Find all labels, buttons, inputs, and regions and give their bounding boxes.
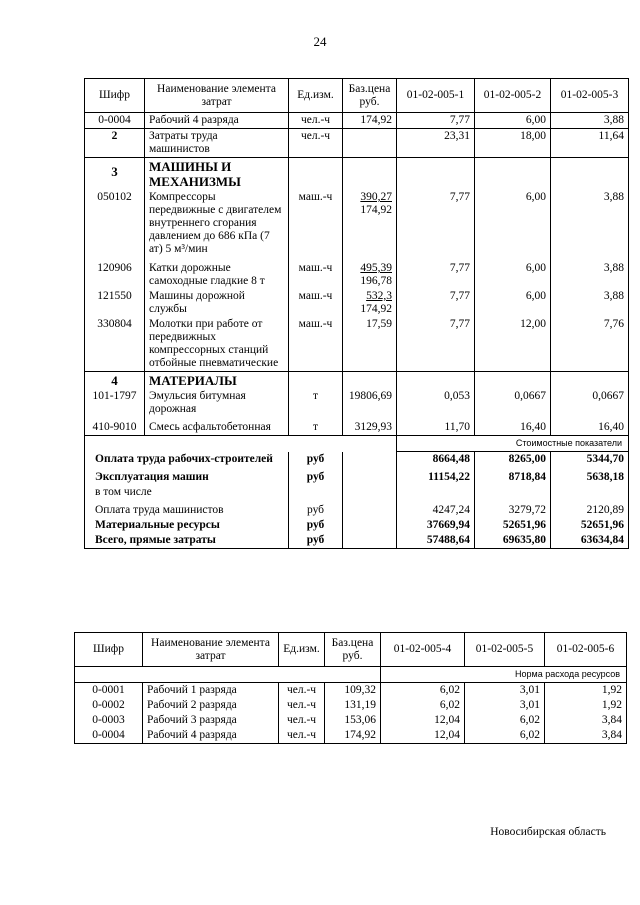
row-name: Машины дорожной службы (145, 289, 289, 317)
row-value-1: 6,02 (381, 698, 465, 713)
row-code: 121550 (85, 289, 145, 317)
table-row (85, 389, 629, 417)
header-col-5: 01-02-005-5 (465, 633, 545, 667)
row-value-1: 7,77 (397, 317, 475, 372)
price-machine: 532,3 (366, 290, 392, 302)
summary-value-1: 11154,22 (397, 467, 475, 485)
summary-value-1: 4247,24 (397, 500, 475, 518)
row-value-2: 6,00 (475, 190, 551, 261)
row-value-3: 3,88 (551, 113, 629, 129)
summary-value-2: 69635,80 (475, 533, 551, 549)
row-value-1: 7,77 (397, 261, 475, 289)
table-row (85, 129, 629, 158)
summary-label: Оплата труда рабочих-строителей (85, 452, 289, 468)
row-unit: чел.-ч (279, 728, 325, 744)
row-price (343, 289, 397, 317)
page-number: 24 (313, 34, 327, 49)
row-value-2: 3,01 (465, 698, 545, 713)
summary-value-1: 37669,94 (397, 518, 475, 533)
table-row (75, 713, 627, 728)
summary-row (85, 533, 629, 549)
row-code: 330804 (85, 317, 145, 372)
header-unit: Ед.изм. (279, 633, 325, 667)
header-col-3: 01-02-005-3 (551, 79, 629, 113)
row-value-3: 11,64 (551, 129, 629, 158)
row-name: Затраты труда машинистов (145, 129, 289, 158)
summary-unit: руб (289, 518, 343, 533)
row-value-2: 6,02 (465, 728, 545, 744)
row-value-1: 7,77 (397, 289, 475, 317)
summary-value-3: 5344,70 (551, 452, 629, 468)
row-value-3: 1,92 (545, 683, 627, 699)
summary-value-2: 8718,84 (475, 467, 551, 485)
row-price (343, 190, 397, 261)
summary-unit: руб (289, 452, 343, 468)
row-name: Компрессоры передвижные с двигателем внутреннего сгорания давлением до 686 кПа (7 ат) 5 м³/мин (145, 190, 289, 261)
cost-indicators-note-row (85, 436, 629, 452)
row-value-1: 6,02 (381, 683, 465, 699)
row-value-3: 16,40 (551, 417, 629, 436)
summary-value-3: 2120,89 (551, 500, 629, 518)
row-value-3: 3,84 (545, 713, 627, 728)
resource-norm-note: Норма расхода ресурсов (381, 667, 627, 683)
summary-value-1: 8664,48 (397, 452, 475, 468)
price-operator: 196,78 (360, 275, 392, 287)
header-col-2: 01-02-005-2 (475, 79, 551, 113)
summary-label: в том числе (85, 485, 289, 500)
header-code: Шифр (75, 633, 143, 667)
summary-value-3: 63634,84 (551, 533, 629, 549)
row-price (343, 261, 397, 289)
row-name: Рабочий 2 разряда (143, 698, 279, 713)
price-machine: 495,39 (360, 262, 392, 274)
header-name: Наименование элемента затрат (145, 79, 289, 113)
summary-row (85, 485, 629, 500)
resource-norm-note-row (75, 667, 627, 683)
row-value-3: 1,92 (545, 698, 627, 713)
row-name: Рабочий 3 разряда (143, 713, 279, 728)
section-row (85, 158, 629, 191)
row-unit: чел.-ч (279, 683, 325, 699)
row-value-3: 7,76 (551, 317, 629, 372)
row-value-2: 18,00 (475, 129, 551, 158)
row-code: 0-0001 (75, 683, 143, 699)
summary-value-3: 5638,18 (551, 467, 629, 485)
row-name: Рабочий 4 разряда (145, 113, 289, 129)
row-value-3: 3,84 (545, 728, 627, 744)
row-value-2: 12,00 (475, 317, 551, 372)
row-unit: т (289, 417, 343, 436)
row-price: 3129,93 (343, 417, 397, 436)
row-price: 174,92 (343, 113, 397, 129)
header-price: Баз.цена руб. (325, 633, 381, 667)
summary-unit: руб (289, 533, 343, 549)
table-row (85, 417, 629, 436)
table-row (85, 113, 629, 129)
summary-row (85, 500, 629, 518)
row-unit: маш.-ч (289, 289, 343, 317)
summary-label: Оплата труда машинистов (85, 500, 289, 518)
header-unit: Ед.изм. (289, 79, 343, 113)
table-row (85, 190, 629, 261)
section-code: 4 (85, 372, 145, 390)
price-machine: 390,27 (360, 191, 392, 203)
row-name: Рабочий 1 разряда (143, 683, 279, 699)
summary-label: Эксплуатация машин (85, 467, 289, 485)
resource-table-1 (84, 78, 629, 549)
row-unit: чел.-ч (279, 698, 325, 713)
row-name: Смесь асфальтобетонная (145, 417, 289, 436)
row-value-1: 11,70 (397, 417, 475, 436)
row-price: 109,32 (325, 683, 381, 699)
row-unit: чел.-ч (279, 713, 325, 728)
row-name: Катки дорожные самоходные гладкие 8 т (145, 261, 289, 289)
row-code: 0-0004 (75, 728, 143, 744)
summary-label: Всего, прямые затраты (85, 533, 289, 549)
summary-value-1: 57488,64 (397, 533, 475, 549)
summary-row (85, 467, 629, 485)
header-col-4: 01-02-005-4 (381, 633, 465, 667)
header-col-1: 01-02-005-1 (397, 79, 475, 113)
summary-unit: руб (289, 467, 343, 485)
table-row (85, 289, 629, 317)
row-price (343, 129, 397, 158)
row-name: Рабочий 4 разряда (143, 728, 279, 744)
header-name: Наименование элемента затрат (143, 633, 279, 667)
resource-table-2 (74, 632, 627, 744)
table-header-row (85, 79, 629, 113)
row-value-3: 0,0667 (551, 389, 629, 417)
summary-value-3: 52651,96 (551, 518, 629, 533)
row-code: 120906 (85, 261, 145, 289)
section-row (85, 372, 629, 390)
row-value-1: 7,77 (397, 190, 475, 261)
price-operator: 174,92 (360, 204, 392, 216)
row-value-1: 12,04 (381, 713, 465, 728)
row-unit: маш.-ч (289, 261, 343, 289)
table-row (75, 698, 627, 713)
row-code: 2 (85, 129, 145, 158)
header-price: Баз.цена руб. (343, 79, 397, 113)
header-code: Шифр (85, 79, 145, 113)
row-code: 410-9010 (85, 417, 145, 436)
table-row (75, 683, 627, 699)
section-title: МАШИНЫ И МЕХАНИЗМЫ (145, 158, 289, 191)
header-col-6: 01-02-005-6 (545, 633, 627, 667)
price-operator: 174,92 (360, 303, 392, 315)
row-value-1: 12,04 (381, 728, 465, 744)
row-value-1: 7,77 (397, 113, 475, 129)
summary-label: Материальные ресурсы (85, 518, 289, 533)
row-price: 19806,69 (343, 389, 397, 417)
table-row (75, 728, 627, 744)
row-value-1: 23,31 (397, 129, 475, 158)
row-price: 131,19 (325, 698, 381, 713)
row-code: 0-0003 (75, 713, 143, 728)
row-price: 174,92 (325, 728, 381, 744)
row-price: 17,59 (343, 317, 397, 372)
cost-indicators-note: Стоимостные показатели (397, 436, 629, 452)
row-code: 0-0004 (85, 113, 145, 129)
row-name: Эмульсия битумная дорожная (145, 389, 289, 417)
section-title: МАТЕРИАЛЫ (145, 372, 289, 390)
row-unit: маш.-ч (289, 190, 343, 261)
row-price: 153,06 (325, 713, 381, 728)
row-value-2: 3,01 (465, 683, 545, 699)
row-value-3: 3,88 (551, 261, 629, 289)
region-footer: Новосибирская область (490, 826, 606, 838)
summary-row (85, 518, 629, 533)
row-unit: маш.-ч (289, 317, 343, 372)
summary-value-2: 8265,00 (475, 452, 551, 468)
row-unit: чел.-ч (289, 113, 343, 129)
row-value-2: 0,0667 (475, 389, 551, 417)
row-name: Молотки при работе от передвижных компрессорных станций отбойные пневматические (145, 317, 289, 372)
row-value-2: 6,00 (475, 289, 551, 317)
row-value-3: 3,88 (551, 289, 629, 317)
row-value-1: 0,053 (397, 389, 475, 417)
row-code: 101-1797 (85, 389, 145, 417)
table-row (85, 317, 629, 372)
row-unit: чел.-ч (289, 129, 343, 158)
summary-value-2: 52651,96 (475, 518, 551, 533)
row-code: 0-0002 (75, 698, 143, 713)
row-value-2: 16,40 (475, 417, 551, 436)
section-code: 3 (85, 158, 145, 191)
row-value-2: 6,00 (475, 113, 551, 129)
summary-row (85, 452, 629, 468)
row-value-2: 6,00 (475, 261, 551, 289)
row-value-3: 3,88 (551, 190, 629, 261)
table-row (85, 261, 629, 289)
row-code: 050102 (85, 190, 145, 261)
row-unit: т (289, 389, 343, 417)
table-header-row (75, 633, 627, 667)
summary-unit: руб (289, 500, 343, 518)
row-value-2: 6,02 (465, 713, 545, 728)
summary-value-2: 3279,72 (475, 500, 551, 518)
